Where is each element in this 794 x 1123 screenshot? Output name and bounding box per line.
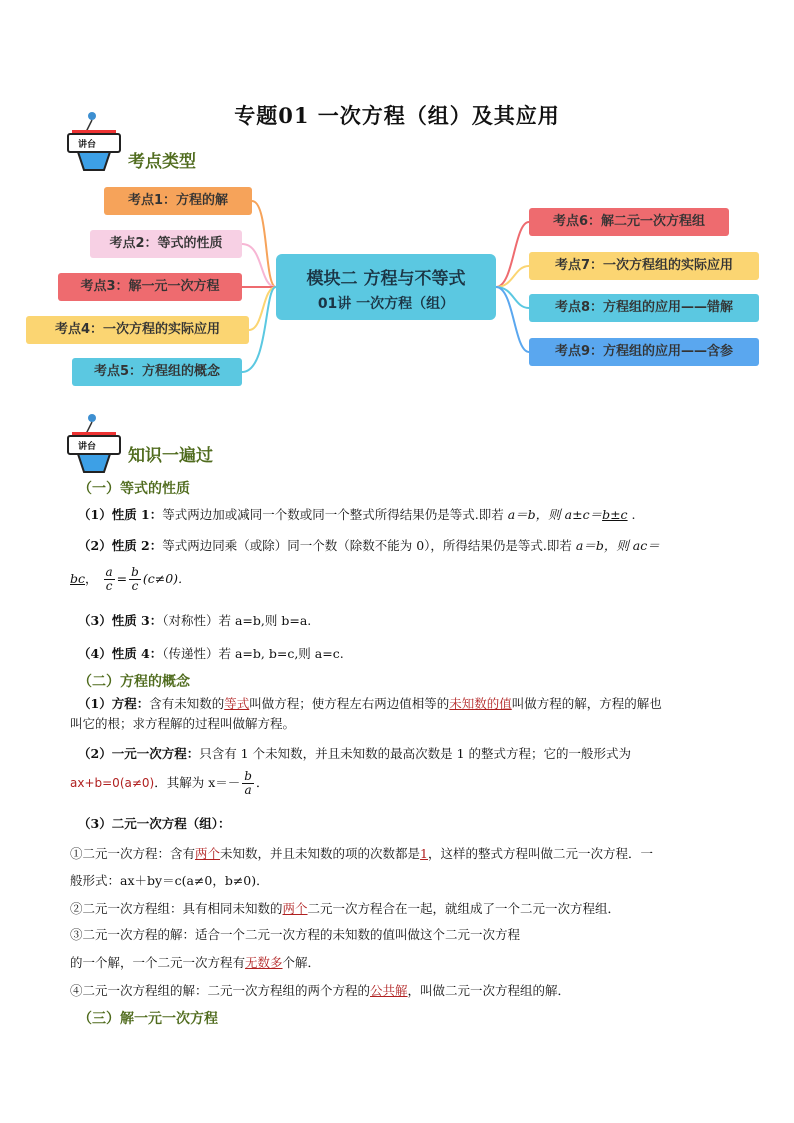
badge-label: 讲台	[78, 442, 97, 452]
mindmap-center	[276, 254, 496, 320]
mindmap-center-title: 模块二 方程与不等式	[306, 269, 466, 289]
section-heading-kaodian: 考点类型	[128, 152, 196, 172]
highlight-text: 等式	[224, 696, 250, 711]
concept-equation-continued: 叫它的根；求方程解的过程叫做解方程。	[70, 716, 296, 731]
text: ①二元一次方程：含有	[70, 846, 196, 861]
two-variable-solution: ③二元一次方程的解：适合一个二元一次方程的未知数的值叫做这个二元一次方程	[70, 927, 521, 942]
underlined-text: bc	[70, 571, 86, 586]
two-variable-solution-continued	[70, 954, 320, 972]
heading-equality-properties: （一）等式的性质	[78, 481, 190, 497]
numerator: b	[244, 769, 252, 783]
text: 叫做方程的解，方程的解也	[511, 696, 662, 711]
property-2	[78, 537, 660, 555]
denominator: c	[131, 579, 139, 593]
concept-linear-equation-form	[70, 770, 268, 797]
text: （传递性）若 a=b, b=c,则 a=c.	[162, 646, 344, 661]
label: （3）性质 3：	[78, 613, 163, 628]
two-variable-equation	[70, 845, 653, 863]
label: （4）性质 4：	[78, 646, 163, 661]
mindmap-node-9: 考点9：方程组的应用——含参	[529, 338, 759, 366]
label: （2）一元一次方程：	[78, 746, 200, 761]
text: ②二元一次方程组：具有相同未知数的	[70, 901, 283, 916]
heading-solve-linear: （三）解一元一次方程	[78, 1011, 218, 1027]
highlight-text: 公共解	[370, 983, 408, 998]
property-4	[78, 645, 344, 663]
highlight-text: 未知数的值	[449, 696, 512, 711]
text: （对称性）若 a=b,则 b=a.	[162, 613, 312, 628]
two-variable-general-form: 般形式：ax＋by＝c(a≠0，b≠0)．	[70, 873, 269, 888]
text: a＝b，则	[503, 507, 565, 522]
property-3	[78, 612, 311, 630]
system-solution	[70, 982, 570, 1000]
two-variable-system	[70, 900, 620, 918]
text: 叫做方程；使方程左右两边值相等的	[249, 696, 450, 711]
property-1	[78, 506, 636, 524]
text: ，叫做二元一次方程组的解．	[407, 983, 571, 998]
highlight-text: 1	[420, 846, 428, 861]
text: 的一个解，一个二元一次方程有	[70, 955, 246, 970]
highlight-text: 两个	[282, 901, 308, 916]
heading-two-variable: （3）二元一次方程（组）：	[78, 816, 231, 831]
mindmap-node-5: 考点5：方程组的概念	[72, 358, 242, 386]
concept-linear-equation	[78, 745, 631, 763]
label: （2）性质 2：	[78, 538, 163, 553]
text: ．	[255, 775, 269, 790]
text: 含有未知数的	[149, 696, 225, 711]
fraction-b-over-c	[129, 566, 141, 593]
mindmap	[24, 182, 762, 390]
mindmap-node-6: 考点6：解二元一次方程组	[529, 208, 729, 236]
mindmap-node-3: 考点3：解一元一次方程	[58, 273, 242, 301]
mindmap-node-7: 考点7：一次方程组的实际应用	[529, 252, 759, 280]
text: 二元一次方程合在一起，就组成了一个二元一次方程组．	[307, 901, 621, 916]
text: 只含有 1 个未知数，并且未知数的最高次数是 1 的整式方程；它的一般形式为	[199, 746, 632, 761]
numerator: b	[131, 565, 139, 579]
page-title: 专题01 一次方程（组）及其应用	[234, 103, 560, 128]
label: （1）方程：	[78, 696, 150, 711]
fraction-b-over-a	[242, 770, 254, 797]
text: .	[627, 507, 636, 522]
mindmap-node-4: 考点4：一次方程的实际应用	[26, 316, 249, 344]
concept-equation	[78, 695, 662, 713]
text: a±c＝	[564, 507, 603, 522]
property-2-continued	[70, 566, 191, 593]
text: (c≠0)．	[142, 571, 191, 586]
denominator: c	[105, 579, 113, 593]
highlight-text: 无数多	[245, 955, 283, 970]
text: 等式两边加或减同一个数或同一个整式所得结果仍是等式.即若	[162, 507, 504, 522]
heading-equation-concept: （二）方程的概念	[78, 674, 190, 690]
fraction-a-over-c	[104, 566, 115, 593]
mindmap-node-2: 考点2：等式的性质	[90, 230, 242, 258]
highlight-text: ax+b=0(a≠0)	[70, 776, 155, 790]
denominator: a	[244, 783, 252, 797]
section-heading-zhishi: 知识一遍过	[128, 446, 213, 466]
highlight-text: 两个	[195, 846, 221, 861]
mindmap-node-1: 考点1：方程的解	[104, 187, 252, 215]
underlined-text: b±c	[602, 507, 628, 522]
text: ，	[85, 571, 98, 586]
text: ，这样的整式方程叫做二元一次方程．一	[428, 846, 654, 861]
text: a＝b，则 ac＝	[575, 538, 660, 553]
text: 等式两边同乘（或除）同一个数（除数不能为 0），所得结果仍是等式.即若	[162, 538, 576, 553]
text: 个解．	[282, 955, 321, 970]
text: ④二元一次方程组的解：二元一次方程组的两个方程的	[70, 983, 371, 998]
text: 未知数，并且未知数的项的次数都是	[220, 846, 421, 861]
mindmap-node-8: 考点8：方程组的应用——错解	[529, 294, 759, 322]
numerator: a	[105, 565, 113, 579]
text: ．其解为 x＝－	[154, 775, 241, 790]
text: =	[116, 571, 128, 586]
mindmap-center-subtitle: 01讲 一次方程（组）	[317, 296, 455, 312]
badge-label: 讲台	[78, 140, 97, 150]
label: （1）性质 1：	[78, 507, 163, 522]
